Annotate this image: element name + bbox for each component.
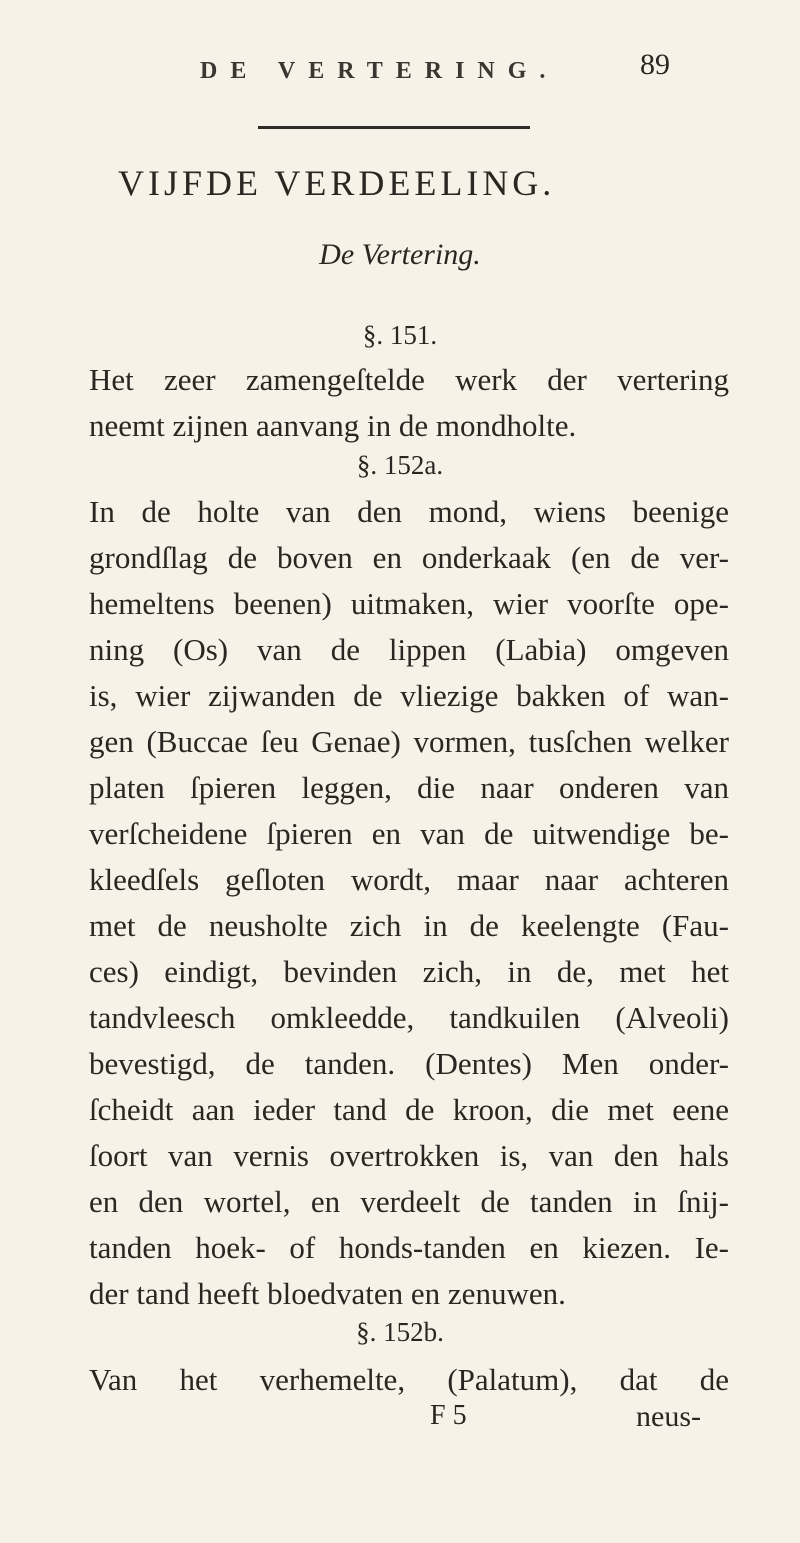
- text-line: tandvleesch omkleedde, tandkuilen (Alveoli): [89, 1000, 729, 1035]
- paragraph-152a: [89, 489, 729, 1317]
- header-rule: [258, 126, 530, 129]
- text-line: ſoort van vernis overtrokken is, van den hals: [89, 1138, 729, 1173]
- subtitle: De Vertering.: [319, 238, 481, 271]
- text-line: grondſlag de boven en onderkaak (en de ver-: [89, 540, 729, 575]
- text-line: tanden hoek- of honds-tanden en kiezen. Ie-: [89, 1230, 729, 1265]
- text-line: kleedſels geſloten wordt, maar naar achteren: [89, 862, 729, 897]
- text-line: ces) eindigt, bevinden zich, in de, met het: [89, 954, 729, 989]
- paragraph-152b: [89, 1357, 729, 1403]
- running-head: DE VERTERING.: [200, 58, 559, 84]
- paragraph-mark-151: §. 151.: [362, 320, 438, 350]
- text-line: In de holte van den mond, wiens beenige: [89, 494, 729, 529]
- text-line: der tand heeft bloedvaten en zenuwen.: [89, 1276, 566, 1311]
- paragraph-mark-152b: §. 152b.: [356, 1317, 444, 1347]
- text-line: gen (Buccae ſeu Genae) vormen, tusſchen welker: [89, 724, 729, 759]
- text-line: met de neusholte zich in de keelengte (Fau-: [89, 908, 729, 943]
- section-title: VIJFDE VERDEELING.: [118, 163, 556, 203]
- text-line: ning (Os) van de lippen (Labia) omgeven: [89, 632, 729, 667]
- text-line: Van het verhemelte, (Palatum), dat de: [89, 1362, 729, 1397]
- text-line: verſcheidene ſpieren en van de uitwendige be-: [89, 816, 729, 851]
- page-number: 89: [640, 48, 670, 81]
- paragraph-mark-152a: §. 152a.: [356, 450, 444, 480]
- text-line: neemt zijnen aanvang in de mondholte.: [89, 408, 577, 443]
- paragraph-151: [89, 357, 729, 449]
- text-line: en den wortel, en verdeelt de tanden in ſnij-: [89, 1184, 729, 1219]
- text-line: ſcheidt aan ieder tand de kroon, die met eene: [89, 1092, 729, 1127]
- text-line: platen ſpieren leggen, die naar onderen van: [89, 770, 729, 805]
- text-line: bevestigd, de tanden. (Dentes) Men onder-: [89, 1046, 729, 1081]
- text-line: Het zeer zamengeſtelde werk der vertering: [89, 362, 729, 397]
- text-line: hemeltens beenen) uitmaken, wier voorſte ope-: [89, 586, 729, 621]
- catchword: neus-: [636, 1400, 701, 1433]
- signature-mark: F 5: [430, 1400, 467, 1431]
- text-line: is, wier zijwanden de vliezige bakken of wan-: [89, 678, 729, 713]
